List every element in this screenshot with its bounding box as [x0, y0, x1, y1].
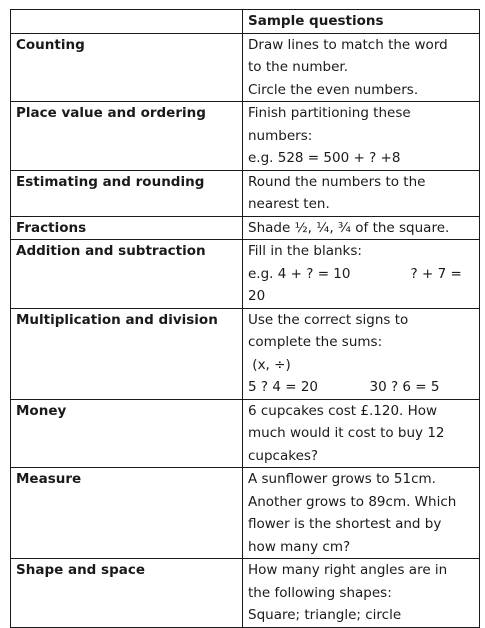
topic-cell: Shape and space — [11, 559, 243, 628]
questions-cell: How many right angles are in the following shapes: Square; triangle; circle — [243, 559, 480, 628]
questions-cell: Round the numbers to the nearest ten. — [243, 170, 480, 216]
header-questions-cell: Sample questions — [243, 10, 480, 34]
questions-cell: A sunflower grows to 51cm. Another grows to 89cm. Which flower is the shortest and by how many cm? — [243, 468, 480, 559]
table-row — [11, 399, 480, 468]
topic-cell: Place value and ordering — [11, 102, 243, 171]
table-row — [11, 308, 480, 399]
table-row — [11, 559, 480, 628]
table-row — [11, 170, 480, 216]
topic-cell: Addition and subtraction — [11, 240, 243, 309]
questions-cell: Shade ½, ¼, ¾ of the square. — [243, 216, 480, 240]
topic-cell: Measure — [11, 468, 243, 559]
questions-cell: Fill in the blanks: e.g. 4 + ? = 10 ? + 7 = 20 — [243, 240, 480, 309]
topic-cell: Money — [11, 399, 243, 468]
questions-cell: 6 cupcakes cost £.120. How much would it cost to buy 12 cupcakes? — [243, 399, 480, 468]
topic-cell: Fractions — [11, 216, 243, 240]
questions-cell: Use the correct signs to complete the sums: (x, ÷) 5 ? 4 = 20 30 ? 6 = 5 — [243, 308, 480, 399]
table-row — [11, 240, 480, 309]
topic-cell: Estimating and rounding — [11, 170, 243, 216]
sample-questions-table — [10, 9, 480, 628]
table-row — [11, 33, 480, 102]
header-topic-cell — [11, 10, 243, 34]
topic-cell: Counting — [11, 33, 243, 102]
table-row — [11, 102, 480, 171]
table-header-row — [11, 10, 480, 34]
table-row — [11, 468, 480, 559]
topic-cell: Multiplication and division — [11, 308, 243, 399]
table-row — [11, 216, 480, 240]
questions-cell: Draw lines to match the word to the number. Circle the even numbers. — [243, 33, 480, 102]
questions-cell: Finish partitioning these numbers: e.g. 528 = 500 + ? +8 — [243, 102, 480, 171]
